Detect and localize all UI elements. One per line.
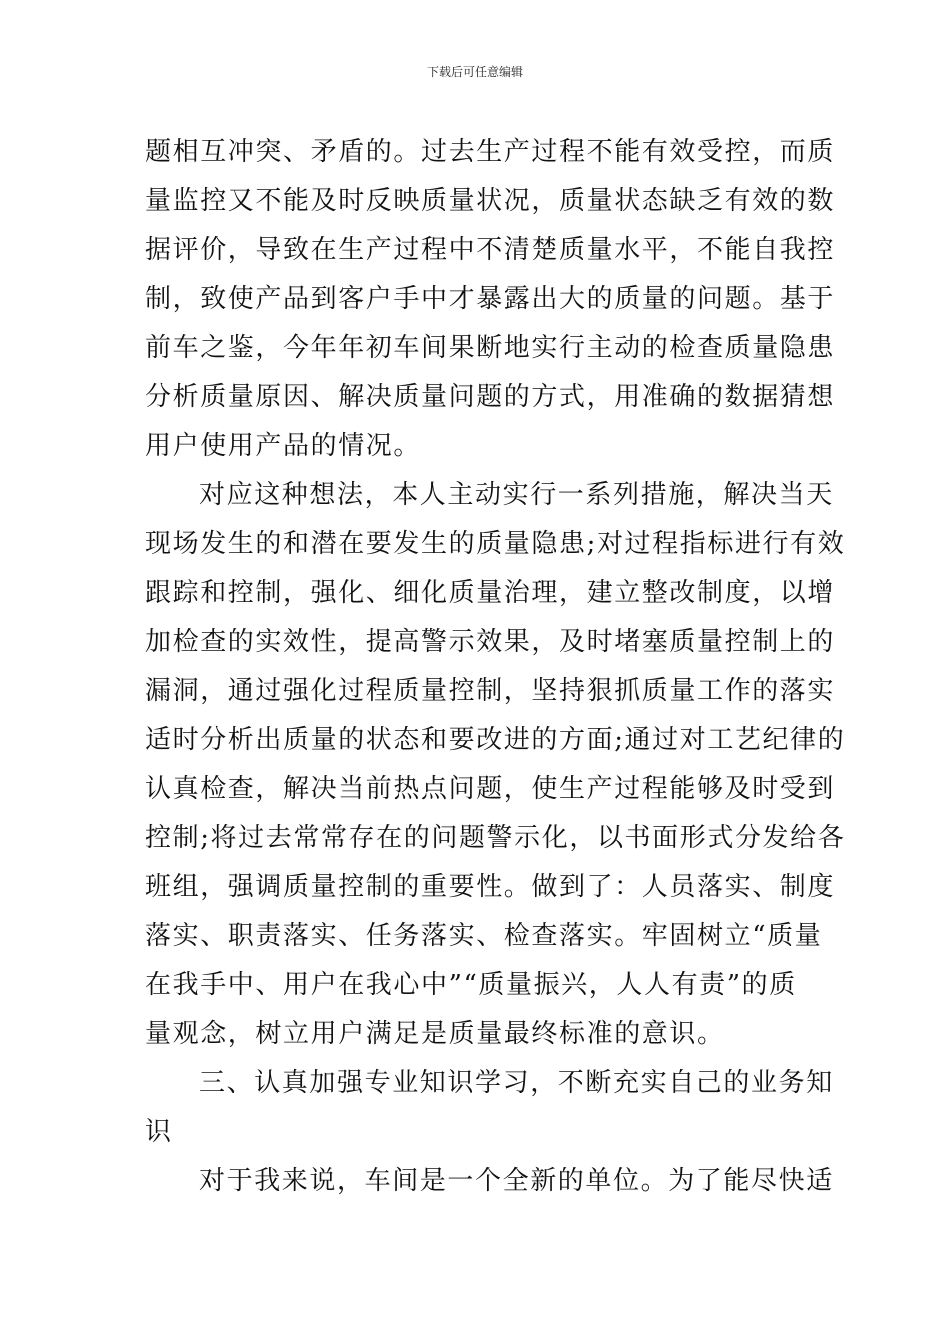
text-line: 班组，强调质量控制的重要性。做到了：人员落实、制度 [145,872,836,902]
text-line: 对于我来说，车间是一个全新的单位。为了能尽快适 [199,1166,834,1196]
text-line: 量监控又不能及时反映质量状况，质量状态缺乏有效的数 [145,186,836,216]
paragraph-2 [145,471,846,1059]
paragraph-4 [145,1157,834,1206]
text-line: 三、认真加强专业知识学习，不断充实自己的业务知 [199,1068,834,1098]
text-line: 适时分析出质量的状态和要改进的方面;通过对工艺纪律的 [145,725,846,755]
text-line: 现场发生的和潜在要发生的质量隐患;对过程指标进行有效 [145,529,846,559]
text-line: 认真检查，解决当前热点问题，使生产过程能够及时受到 [145,774,836,804]
text-line: 用户使用产品的情况。 [145,431,422,461]
text-line: 识 [145,1117,173,1147]
section-heading-3 [145,1059,834,1157]
paragraph-1 [145,128,836,471]
text-line: 跟踪和控制，强化、细化质量治理，建立整改制度，以增 [145,578,836,608]
text-line: 在我手中、用户在我心中”“质量振兴，人人有责”的质 [145,970,797,1000]
text-line: 题相互冲突、矛盾的。过去生产过程不能有效受控，而质 [145,137,836,167]
text-line: 制，致使产品到客户手中才暴露出大的质量的问题。基于 [145,284,836,314]
text-line: 量观念，树立用户满足是质量最终标准的意识。 [145,1019,725,1049]
text-line: 漏洞，通过强化过程质量控制，坚持狠抓质量工作的落实 [145,676,836,706]
text-line: 加检查的实效性，提高警示效果，及时堵塞质量控制上的 [145,627,836,657]
text-line: 分析质量原因、解决质量问题的方式，用准确的数据猜想 [145,382,836,412]
document-body [145,128,846,1206]
page-header-note: 下载后可任意编辑 [426,65,523,79]
text-line: 对应这种想法，本人主动实行一系列措施，解决当天 [199,480,834,510]
text-line: 据评价，导致在生产过程中不清楚质量水平，不能自我控 [145,235,836,265]
text-line: 控制;将过去常常存在的问题警示化，以书面形式分发给各 [145,823,846,853]
text-line: 前车之鉴，今年年初车间果断地实行主动的检查质量隐患 [145,333,836,363]
text-line: 落实、职责落实、任务落实、检查落实。牢固树立“质量 [145,921,823,951]
